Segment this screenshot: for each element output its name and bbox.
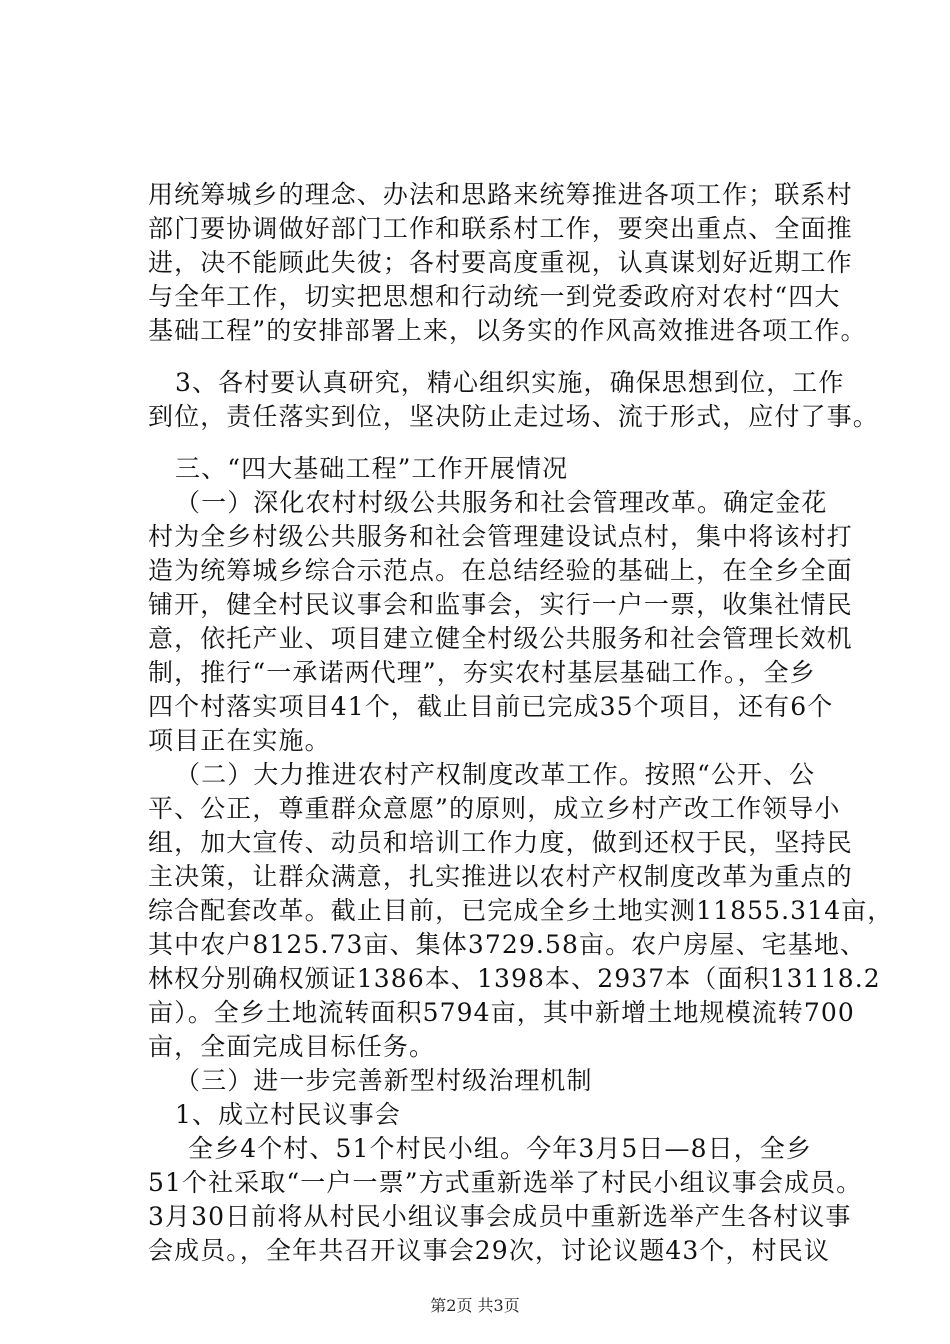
section-heading: 三、“四大基础工程”工作开展情况 [175, 454, 569, 483]
text-line: 部门要协调做好部门工作和联系村工作，要突出重点、全面推 [148, 214, 853, 243]
text-line: 项目正在实施。 [148, 726, 331, 755]
text-line: 到位，责任落实到位，坚决防止走过场、流于形式，应付了事。 [148, 402, 879, 431]
text-line: 亩，全面完成目标任务。 [148, 1032, 436, 1061]
text-line: 平、公正，尊重群众意愿”的原则，成立乡村产改工作领导小 [148, 794, 841, 823]
text-line: 亩）。全乡土地流转面积5794亩，其中新增土地规模流转700 [148, 998, 855, 1027]
text-line: 其中农户8125.73亩、集体3729.58亩。农户房屋、宅基地、 [148, 930, 867, 959]
text-line: （二）大力推进农村产权制度改革工作。按照“公开、公 [175, 760, 816, 789]
text-line: 综合配套改革。截止目前，已完成全乡土地实测11855.314亩， [148, 896, 894, 925]
text-line: 用统筹城乡的理念、办法和思路来统筹推进各项工作；联系村 [148, 180, 853, 209]
text-line: 制，推行“一承诺两代理”，夯实农村基层基础工作。，全乡 [148, 658, 816, 687]
text-line: 3月30日前将从村民小组议事会成员中重新选举产生各村议事 [148, 1202, 852, 1231]
text-line: 进，决不能顾此失彼；各村要高度重视，认真谋划好近期工作 [148, 248, 853, 277]
page-footer: 第2页 共3页 [430, 1296, 520, 1315]
text-line: 主决策，让群众满意，扎实推进以农村产权制度改革为重点的 [148, 862, 853, 891]
text-line: 组，加大宣传、动员和培训工作力度，做到还权于民，坚持民 [148, 828, 853, 857]
text-line: 意，依托产业、项目建立健全村级公共服务和社会管理长效机 [148, 624, 853, 653]
text-line: 基础工程”的安排部署上来，以务实的作风高效推进各项工作。 [148, 316, 867, 345]
text-line: 四个村落实项目41个，截止目前已完成35个项目，还有6个 [148, 692, 834, 721]
text-line: 造为统筹城乡综合示范点。在总结经验的基础上，在全乡全面 [148, 556, 853, 585]
text-line: 与全年工作，切实把思想和行动统一到党委政府对农村“四大 [148, 282, 841, 311]
subsection-heading: （三）进一步完善新型村级治理机制 [175, 1066, 593, 1095]
text-line: （一）深化农村村级公共服务和社会管理改革。确定金花 [175, 488, 828, 517]
subsection-heading: 1、成立村民议事会 [175, 1100, 401, 1129]
text-line: 全乡4个村、51个村民小组。今年3月5日—8日，全乡 [188, 1134, 813, 1163]
text-line: 村为全乡村级公共服务和社会管理建设试点村，集中将该村打 [148, 522, 853, 551]
text-line: 林权分别确权颁证1386本、1398本、2937本（面积13118.2 [148, 964, 881, 993]
text-line: 51个社采取“一户一票”方式重新选举了村民小组议事会成员。 [148, 1168, 863, 1197]
text-line: 3、各村要认真研究，精心组织实施，确保思想到位，工作 [175, 368, 845, 397]
text-line: 会成员。，全年共召开议事会29次，讨论议题43个，村民议 [148, 1236, 830, 1265]
text-line: 铺开，健全村民议事会和监事会，实行一户一票，收集社情民 [148, 590, 853, 619]
